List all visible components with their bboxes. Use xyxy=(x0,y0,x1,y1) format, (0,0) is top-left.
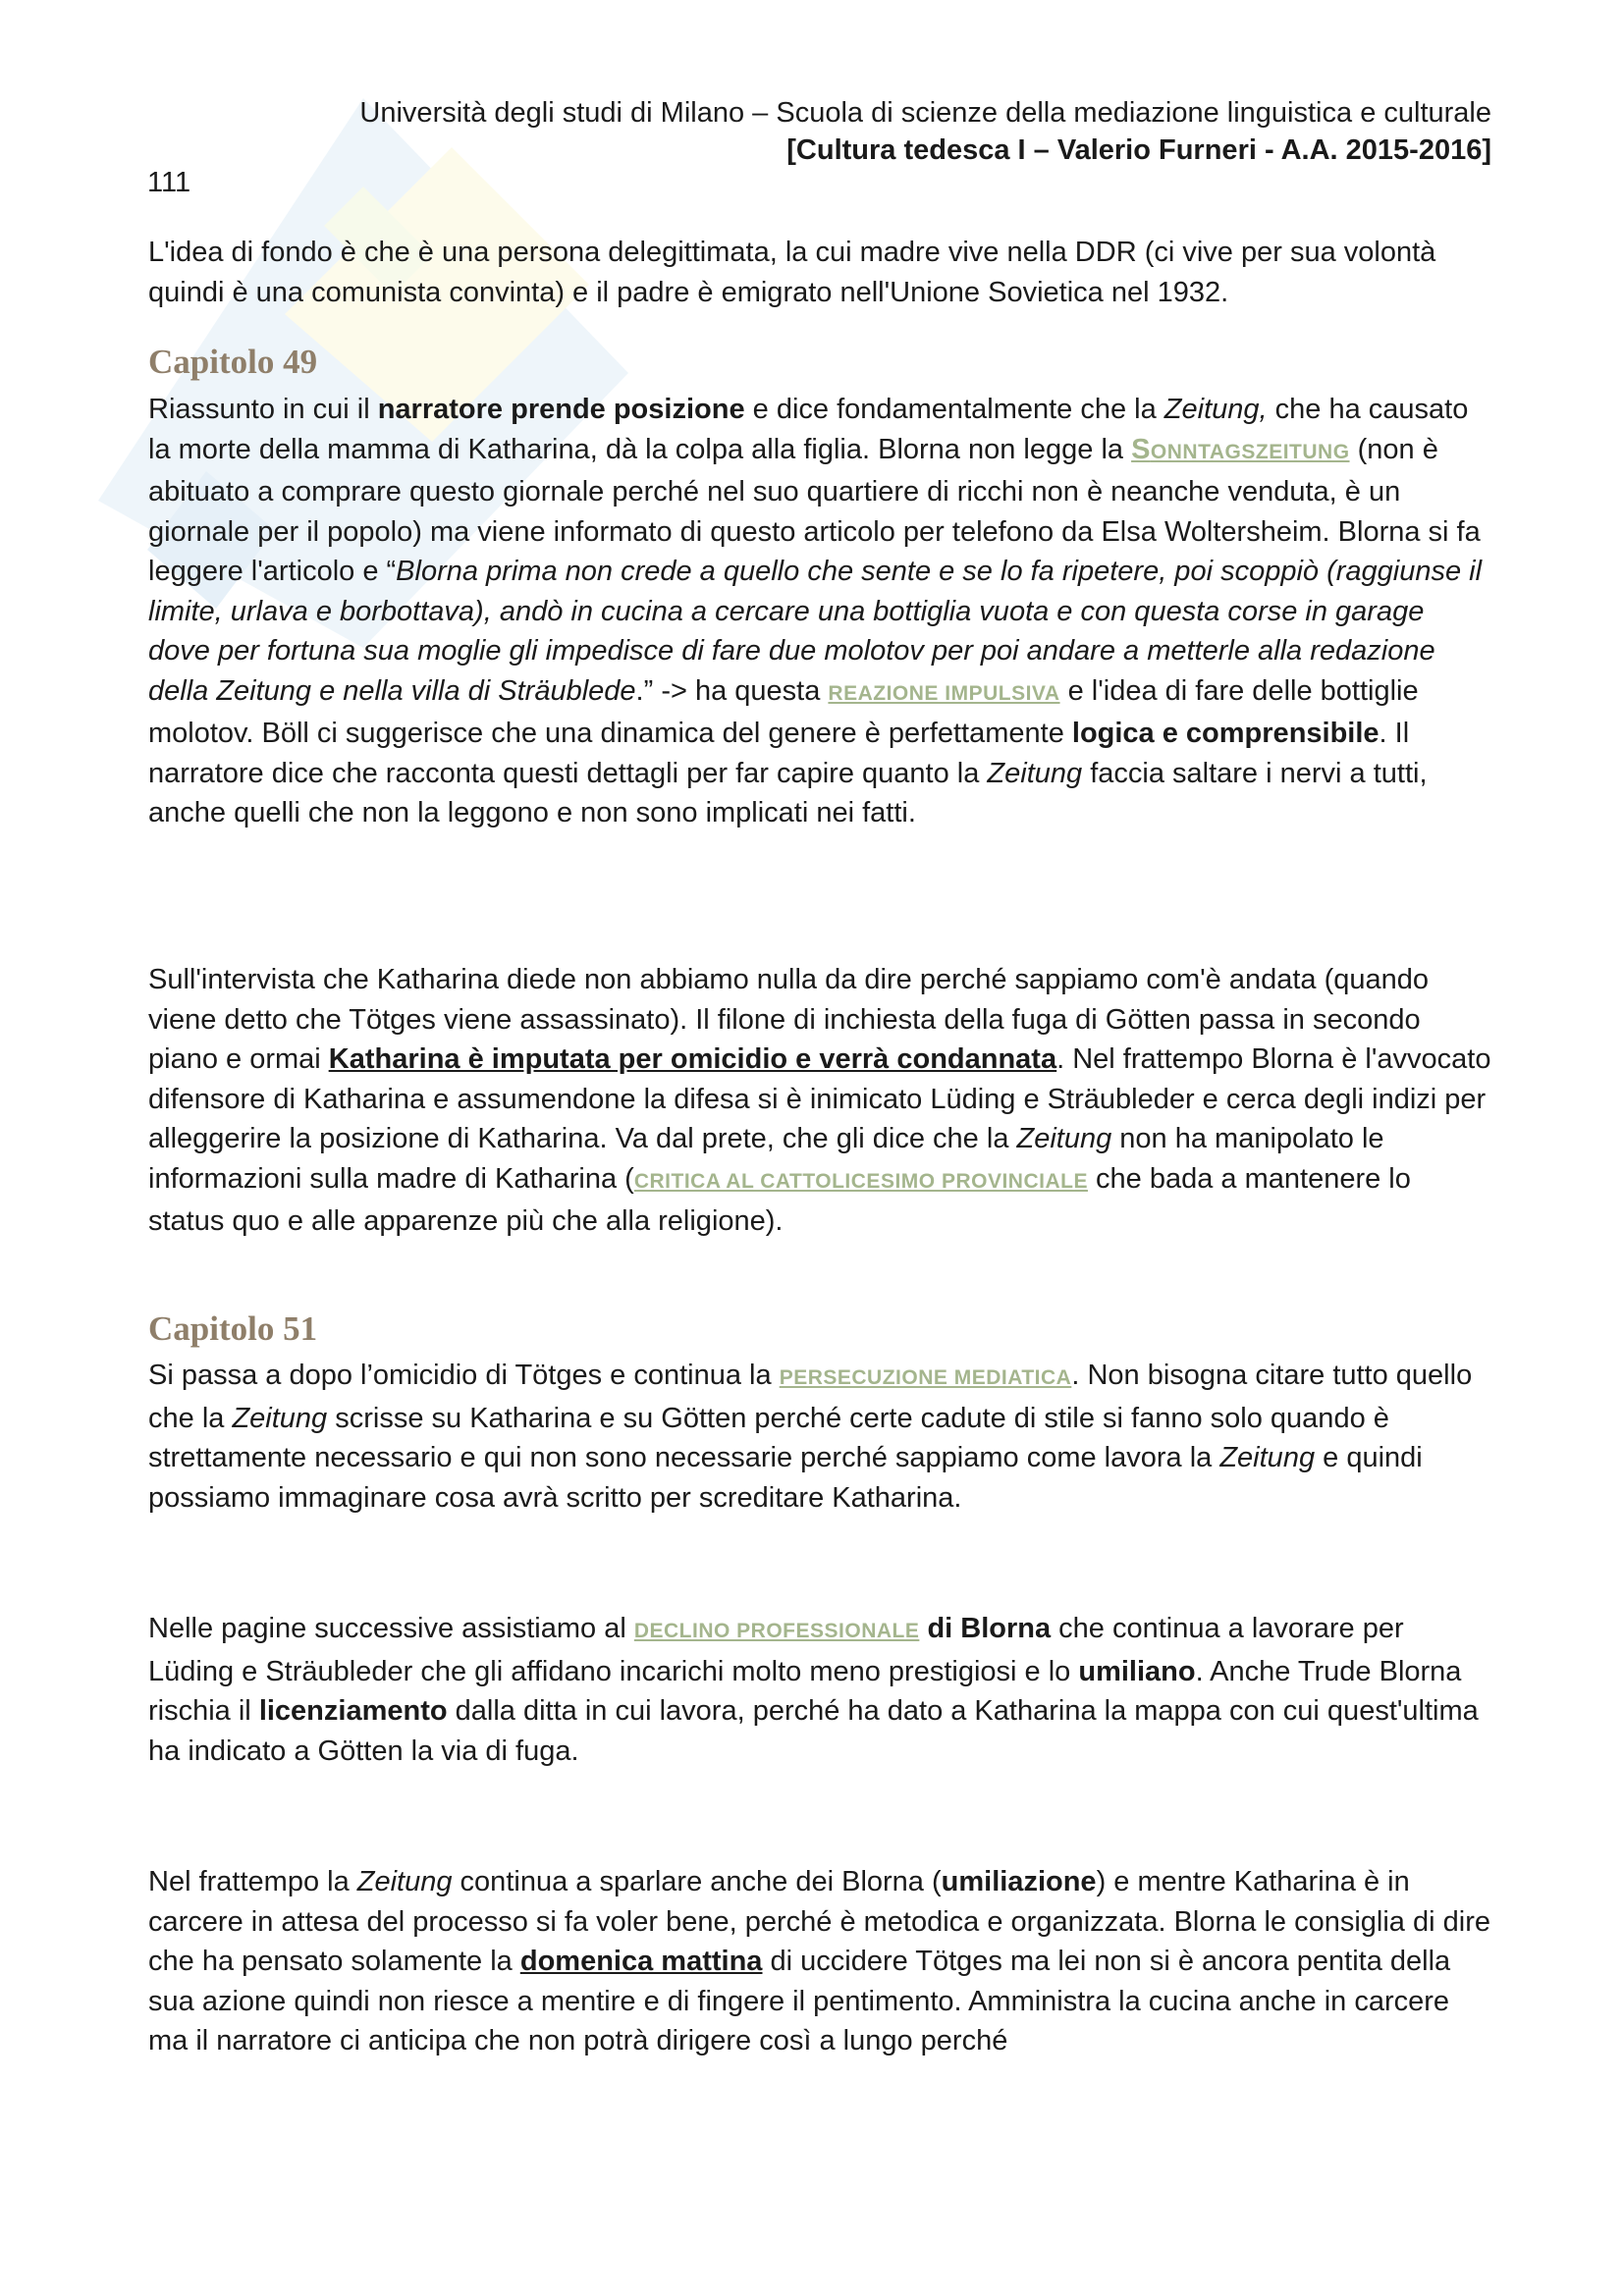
document-header xyxy=(147,94,1491,169)
text-run: non ha manipolato le informazioni sulla madre di Katharina ( xyxy=(148,1123,1384,1195)
text-run: Riassunto in cui il xyxy=(148,394,378,425)
text-run: dalla ditta in cui lavora, perché ha dato a Katharina la mappa con cui quest'ultima ha indicato a Götten la via di fuga. xyxy=(148,1695,1479,1767)
italic-term: Zeitung, xyxy=(1163,394,1268,425)
chapter-51-paragraph xyxy=(148,1356,1491,1518)
text-run: ) e mentre Katharina è in carcere in attesa del processo si fa voler bene, perché è metodica e organizzata. Blorna le consiglia di dire che ha pensato solamente la xyxy=(148,1866,1490,1977)
text-run: che ha causato la morte della mamma di Katharina, dà la colpa alla figlia. Blorna non legge la xyxy=(148,394,1469,465)
bold-underlined-phrase: Katharina è imputata per omicidio e verrà condannata xyxy=(328,1043,1057,1075)
italic-term: Zeitung xyxy=(1016,1123,1112,1154)
page-number: 111 xyxy=(147,167,191,198)
bold-phrase: di Blorna xyxy=(927,1613,1052,1644)
text-run: . Non bisogna citare tutto quello che la xyxy=(148,1360,1473,1434)
chapter-51-title: Capitolo 51 xyxy=(148,1309,318,1348)
italic-term: Zeitung xyxy=(987,757,1083,789)
keyword-link-persecuzione-mediatica[interactable]: PERSECUZIONE MEDIATICA xyxy=(779,1366,1072,1389)
bold-phrase: narratore prende posizione xyxy=(377,394,745,425)
chapter-49-title: Capitolo 49 xyxy=(148,343,318,381)
keyword-link-reazione-impulsiva[interactable]: REAZIONE IMPULSIVA xyxy=(828,681,1060,705)
header-course: [Cultura tedesca I – Valerio Furneri - A.A. 2015-2016] xyxy=(786,134,1491,166)
text-run: faccia saltare i nervi a tutti, anche quelli che non la leggono e non sono implicati nei fatti. xyxy=(148,757,1428,828)
text-run: . Il narratore dice che racconta questi dettagli per far capire quanto la xyxy=(148,718,1410,789)
italic-quote: Blorna prima non crede a quello che sente e se lo fa ripetere, poi scoppiò (raggiunse il limite, urlava e borbottava), andò in cucina a cercare una bottiglia vuota e con questa corse in garage dove per fortuna sua moglie gli impedisce di fare due molotov per poi andare a metterle alla redazione della Zeitung e nella villa di Sträublede xyxy=(148,556,1483,707)
keyword-link-critica-cattolicesimo[interactable]: CRITICA AL CATTOLICESIMO PROVINCIALE xyxy=(633,1169,1088,1193)
chapter-49-paragraph xyxy=(148,390,1491,833)
keyword-initial: S xyxy=(1131,433,1151,465)
text-run: e dice fondamentalmente che la xyxy=(744,394,1164,425)
bold-phrase: umiliazione xyxy=(941,1866,1097,1897)
keyword-link-sonntagszeitung[interactable] xyxy=(1131,433,1350,465)
text-run: Nel frattempo la xyxy=(148,1866,357,1897)
text-run: Nelle pagine successive assistiamo al xyxy=(148,1613,634,1644)
text-run: scrisse su Katharina e su Götten perché certe cadute di stile si fanno solo quando è strettamente necessario e qui non sono necessarie perché sappiamo come lavora la xyxy=(148,1402,1389,1473)
text-run: Sull'intervista che Katharina diede non abbiamo nulla da dire perché sappiamo com'è andata (quando viene detto che Tötges viene assassinato). Il filone di inchiesta della fuga di Götten passa in secondo piano e ormai xyxy=(148,964,1430,1075)
bold-phrase: logica e comprensibile xyxy=(1071,718,1380,749)
italic-term: Zeitung xyxy=(1219,1442,1316,1473)
keyword-link-declino-professionale[interactable]: DECLINO PROFESSIONALE xyxy=(633,1620,920,1642)
bold-underlined-phrase: domenica mattina xyxy=(519,1946,763,1977)
intro-text: L'idea di fondo è che è una persona delegittimata, la cui madre vive nella DDR (ci vive per sua volontà quindi è una comunista convinta) e il padre è emigrato nell'Unione Sovietica nel 1932. xyxy=(148,237,1436,308)
text-run: di uccidere Tötges ma lei non si è ancora pentita della sua azione quindi non riesce a mentire e di fingere il pentimento. Amministra la cucina anche in carcere ma il narratore ci anticipa che non potrà dirigere così a lungo perché xyxy=(148,1946,1451,2056)
text-run: che bada a mantenere lo status quo e alle apparenze più che alla religione). xyxy=(148,1162,1411,1237)
text-run: (non è abituato a comprare questo giornale perché nel suo quartiere di ricchi non è neanche venduta, è un giornale per il popolo) ma viene informato di questo articolo per telefono da Elsa Woltersheim. Blorna si fa leggere l'articolo e “ xyxy=(148,433,1481,587)
text-run: e quindi possiamo immaginare cosa avrà scritto per screditare Katharina. xyxy=(148,1442,1423,1514)
text-run: e l'idea di fare delle bottiglie molotov. Böll ci suggerisce che una dinamica del genere è perfettamente xyxy=(148,674,1419,749)
text-run: .” -> ha questa xyxy=(635,674,829,707)
keyword-rest: ONNTAGSZEITUNG xyxy=(1150,440,1350,463)
text-run: . Anche Trude Blorna rischia il xyxy=(148,1655,1462,1727)
paragraph-declino xyxy=(148,1609,1491,1771)
text-run: . Nel frattempo Blorna è l'avvocato difensore di Katharina e assumendone la difesa si è inimicato Lüding e Sträubleder e cerca degli indizi per alleggerire la posizione di Katharina. Va dal prete, che gli dice che la xyxy=(148,1043,1491,1154)
text-run: Si passa a dopo l’omicidio di Tötges e continua la xyxy=(148,1360,780,1391)
bold-phrase: licenziamento xyxy=(258,1695,448,1727)
italic-term: Zeitung xyxy=(232,1402,328,1434)
intro-paragraph xyxy=(148,233,1491,312)
paragraph-intervista xyxy=(148,960,1491,1242)
paragraph-umiliazione xyxy=(148,1862,1491,2061)
bold-phrase: umiliano xyxy=(1078,1655,1196,1687)
text-run: continua a sparlare anche dei Blorna ( xyxy=(452,1866,942,1897)
text-run: che continua a lavorare per Lüding e Sträubleder che gli affidano incarichi molto meno prestigiosi e lo xyxy=(148,1613,1404,1687)
italic-term: Zeitung xyxy=(356,1866,453,1897)
header-university: Università degli studi di Milano – Scuola di scienze della mediazione linguistica e culturale xyxy=(359,97,1491,129)
